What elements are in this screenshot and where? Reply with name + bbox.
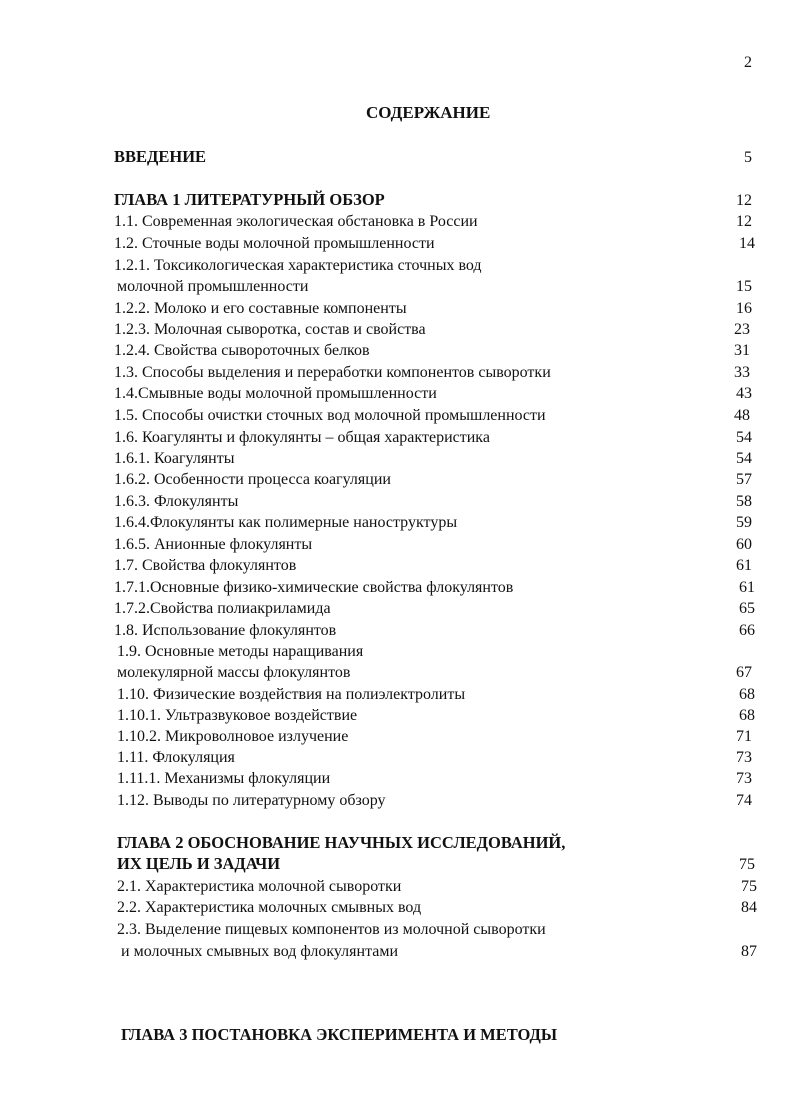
- toc-entry-page: 58: [736, 493, 752, 510]
- toc-entry: молекулярной массы флокулянтов: [117, 664, 351, 681]
- page-number: 2: [744, 54, 752, 71]
- toc-entry: 1.12. Выводы по литературному обзору: [117, 792, 386, 809]
- toc-chapter2-title: ИХ ЦЕЛЬ И ЗАДАЧИ: [117, 854, 281, 873]
- toc-entry-page: 68: [739, 686, 755, 703]
- toc-entry: 1.6.3. Флокулянты: [114, 493, 239, 510]
- toc-entry: 1.7.1.Основные физико-химические свойства флокулянтов: [114, 579, 514, 596]
- toc-entry-page: 65: [739, 600, 755, 617]
- toc-entry: 1.6.5. Анионные флокулянты: [114, 536, 313, 553]
- toc-intro-title: ВВЕДЕНИЕ: [114, 147, 207, 166]
- toc-chapter2-title: ГЛАВА 2 ОБОСНОВАНИЕ НАУЧНЫХ ИССЛЕДОВАНИЙ,: [117, 833, 566, 852]
- toc-entry: 1.6.4.Флокулянты как полимерные наноструктуры: [114, 514, 458, 531]
- toc-entry: 1.3. Способы выделения и переработки компонентов сыворотки: [114, 364, 551, 381]
- toc-entry: 1.11.1. Механизмы флокуляции: [117, 770, 331, 787]
- toc-entry: 2.1. Характеристика молочной сыворотки: [117, 878, 402, 895]
- toc-entry-page: 43: [736, 385, 752, 402]
- toc-entry: 1.1. Современная экологическая обстановка в России: [114, 213, 478, 230]
- toc-entry-page: 14: [739, 235, 755, 252]
- toc-entry: молочной промышленности: [117, 278, 309, 295]
- toc-entry: 1.10. Физические воздействия на полиэлектролиты: [117, 686, 466, 703]
- toc-entry: 1.6.1. Коагулянты: [114, 450, 235, 467]
- toc-entry-page: 59: [736, 514, 752, 531]
- toc-entry: 1.2. Сточные воды молочной промышленности: [114, 235, 435, 252]
- toc-entry: 1.8. Использование флокулянтов: [114, 622, 337, 639]
- toc-entry: 1.2.2. Молоко и его составные компоненты: [114, 300, 407, 317]
- toc-chapter1-page: 12: [736, 192, 752, 209]
- toc-entry: 1.2.4. Свойства сывороточных белков: [114, 342, 370, 359]
- toc-entry-page: 75: [741, 878, 757, 895]
- toc-entry-page: 71: [736, 728, 752, 745]
- toc-entry: 2.3. Выделение пищевых компонентов из молочной сыворотки: [117, 921, 546, 938]
- toc-entry-page: 23: [734, 321, 750, 338]
- toc-entry-page: 73: [736, 749, 752, 766]
- toc-entry-page: 73: [736, 770, 752, 787]
- toc-entry: 1.7.2.Свойства полиакриламида: [114, 600, 331, 617]
- toc-entry: 1.4.Смывные воды молочной промышленности: [114, 385, 437, 402]
- toc-entry-page: 33: [734, 364, 750, 381]
- toc-entry: 1.6. Коагулянты и флокулянты – общая характеристика: [114, 429, 490, 446]
- toc-entry: и молочных смывных вод флокулянтами: [121, 943, 399, 960]
- toc-entry: 1.5. Способы очистки сточных вод молочной промышленности: [114, 407, 546, 424]
- toc-entry: 1.2.1. Токсикологическая характеристика сточных вод: [114, 257, 482, 274]
- toc-entry: 1.2.3. Молочная сыворотка, состав и свойства: [114, 321, 426, 338]
- toc-entry-page: 12: [736, 213, 752, 230]
- toc-entry-page: 16: [736, 300, 752, 317]
- toc-entry-page: 68: [739, 707, 755, 724]
- toc-entry-page: 54: [736, 450, 752, 467]
- toc-entry: 1.10.1. Ультразвуковое воздействие: [117, 707, 358, 724]
- toc-entry-page: 61: [739, 579, 755, 596]
- toc-intro-page: 5: [744, 149, 752, 166]
- toc-chapter2-page: 75: [739, 856, 755, 873]
- toc-entry-page: 74: [736, 792, 752, 809]
- toc-entry: 1.7. Свойства флокулянтов: [114, 557, 297, 574]
- toc-entry: 2.2. Характеристика молочных смывных вод: [117, 899, 422, 916]
- toc-entry-page: 57: [736, 471, 752, 488]
- page-title: СОДЕРЖАНИЕ: [366, 103, 491, 122]
- toc-entry-page: 61: [736, 557, 752, 574]
- toc-chapter1-title: ГЛАВА 1 ЛИТЕРАТУРНЫЙ ОБЗОР: [114, 190, 385, 209]
- toc-entry: 1.10.2. Микроволновое излучение: [117, 728, 349, 745]
- toc-entry-page: 48: [734, 407, 750, 424]
- toc-entry-page: 31: [734, 342, 750, 359]
- toc-entry-page: 60: [736, 536, 752, 553]
- toc-entry-page: 54: [736, 429, 752, 446]
- toc-entry: 1.6.2. Особенности процесса коагуляции: [114, 471, 391, 488]
- toc-entry: 1.9. Основные методы наращивания: [117, 643, 364, 660]
- toc-entry-page: 67: [736, 664, 752, 681]
- toc-entry: 1.11. Флокуляция: [117, 749, 235, 766]
- toc-entry-page: 87: [741, 943, 757, 960]
- toc-entry-page: 15: [736, 278, 752, 295]
- toc-entry-page: 66: [739, 622, 755, 639]
- toc-chapter3-title: ГЛАВА 3 ПОСТАНОВКА ЭКСПЕРИМЕНТА И МЕТОДЫ: [121, 1025, 558, 1044]
- toc-entry-page: 84: [741, 899, 757, 916]
